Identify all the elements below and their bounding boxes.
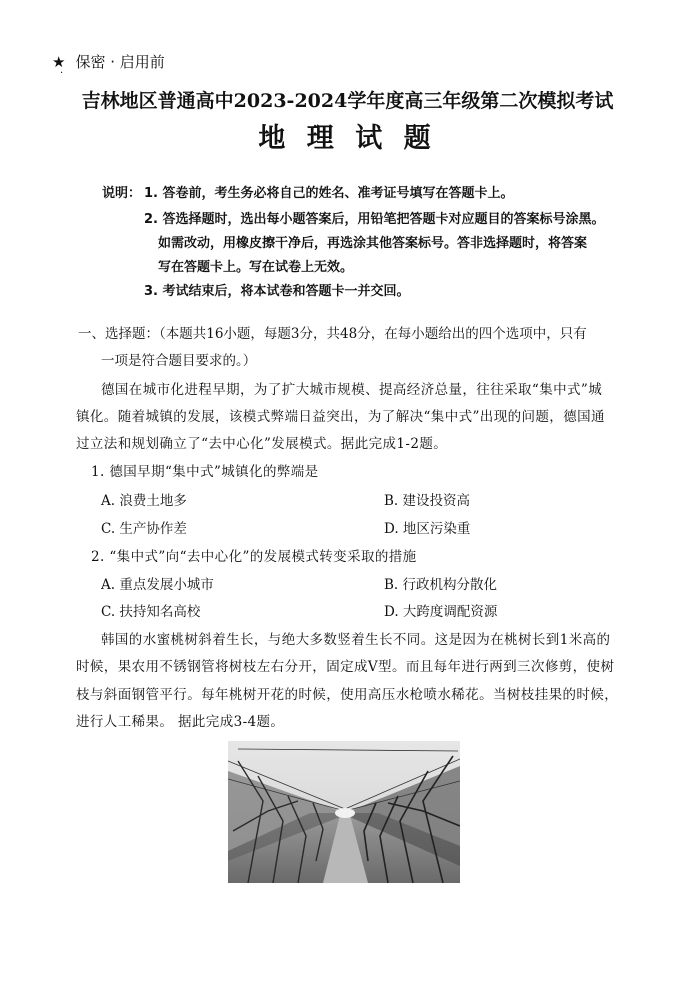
instruction-item-2-line-2: 如需改动，用橡皮擦干净后，再选涂其他答案标号。答非选择题时，将答案 (158, 236, 588, 251)
question-2-option-c: C. 扶持知名高校 (101, 604, 201, 620)
question-2-option-d: D. 大跨度调配资源 (384, 604, 498, 620)
passage-2-line-2: 时候，果农用不锈钢管将树枝左右分开，固定成V型。而且每年进行两到三次修剪，使树 (76, 659, 615, 675)
instruction-item-1: 1. 答卷前，考生务必将自己的姓名、准考证号填写在答题卡上。 (144, 186, 514, 201)
instructions-label: 说明： (102, 186, 142, 201)
orchard-photo (228, 741, 460, 883)
passage-2-line-4: 进行人工稀果。 据此完成3-4题。 (76, 714, 285, 730)
passage-2-line-3: 枝与斜面钢管平行。每年桃树开花的时候，使用高压水枪喷水稀花。当树枝挂果的时候， (76, 687, 619, 703)
question-2-option-a: A. 重点发展小城市 (101, 577, 214, 593)
question-1-option-c: C. 生产协作差 (101, 521, 187, 537)
instruction-item-2-line-1: 2. 答选择题时，选出每小题答案后，用铅笔把答题卡对应题目的答案标号涂黑。 (144, 212, 605, 227)
star-icon: ★ (52, 53, 66, 71)
passage-1-line-3: 过立法和规划确立了“去中心化”发展模式。据此完成1-2题。 (76, 436, 448, 452)
instruction-item-3: 3. 考试结束后，将本试卷和答题卡一并交回。 (144, 284, 410, 299)
subject-title: 地 理 试 题 (258, 123, 437, 154)
question-1-option-b: B. 建设投资高 (384, 493, 471, 509)
section-heading-line-1: 一、选择题：（本题共16小题，每题3分，共48分，在每小题给出的四个选项中，只有 (78, 326, 587, 342)
question-2-stem: 2. “集中式”向“去中心化”的发展模式转变采取的措施 (91, 549, 417, 565)
question-1-option-a: A. 浪费土地多 (101, 493, 187, 509)
instruction-item-2-line-3: 写在答题卡上。写在试卷上无效。 (158, 260, 354, 275)
section-heading-line-2: 一项是符合题目要求的。） (101, 353, 257, 369)
confidential-marker (52, 51, 165, 72)
question-1-option-d: D. 地区污染重 (384, 521, 471, 537)
dot-mark: · (60, 68, 64, 79)
passage-1-line-2: 镇化。随着城镇的发展，该模式弊端日益突出，为了解决“集中式”出现的问题，德国通 (76, 409, 605, 425)
confidential-label: 保密 · 启用前 (75, 53, 165, 71)
passage-1-line-1: 德国在城市化进程早期，为了扩大城市规模、提高经济总量，往往采取“集中式”城 (101, 382, 603, 398)
question-2-option-b: B. 行政机构分散化 (384, 577, 498, 593)
passage-2-line-1: 韩国的水蜜桃树斜着生长，与绝大多数竖着生长不同。这是因为在桃树长到1米高的 (101, 632, 611, 648)
exam-title: 吉林地区普通高中2023-2024学年度高三年级第二次模拟考试 (81, 90, 614, 112)
question-1-stem: 1. 德国早期“集中式”城镇化的弊端是 (91, 464, 319, 480)
